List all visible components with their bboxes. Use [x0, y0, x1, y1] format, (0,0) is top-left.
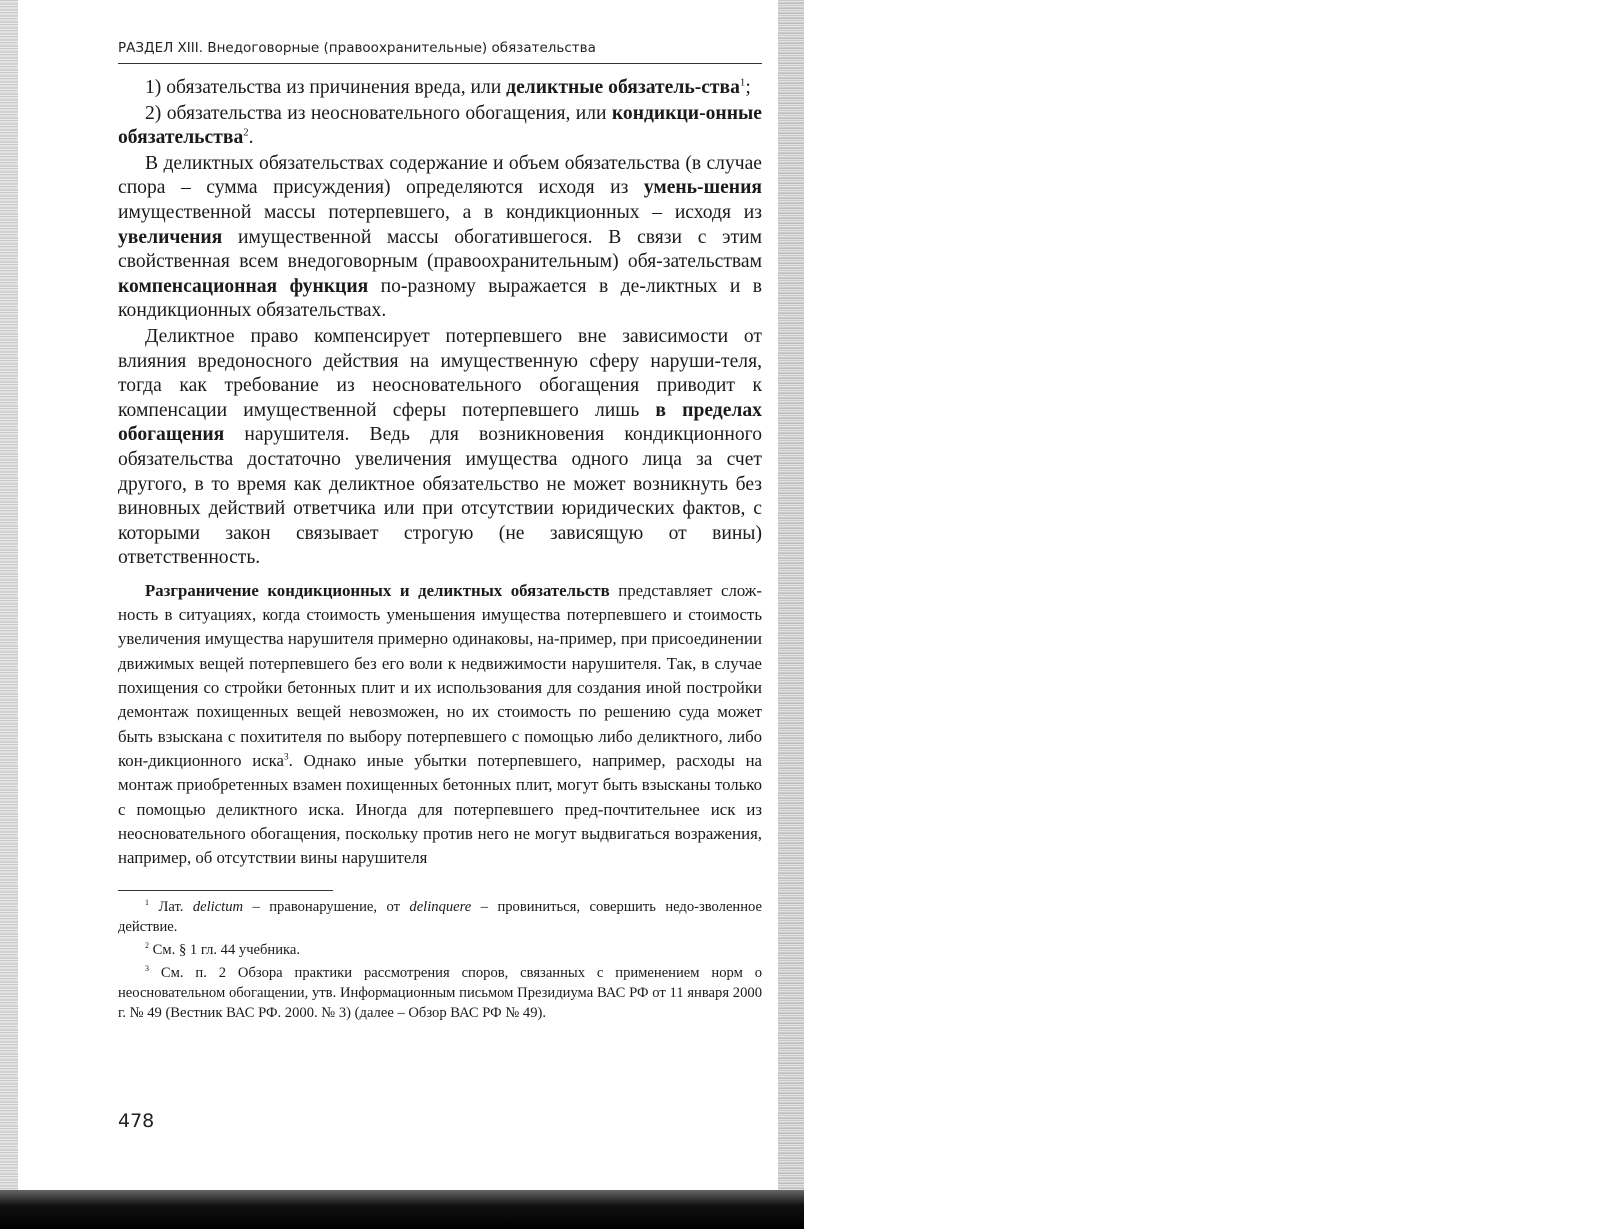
text-run: 2) обязательства из неосновательного обогащения, или — [145, 102, 612, 124]
text-run: имущественной массы потерпевшего, а в кондикционных – исходя из — [118, 201, 762, 223]
left-page-edge — [0, 0, 18, 1229]
footnote-ref: 2 — [243, 126, 249, 139]
bold-term: деликтные обязатель-ства — [506, 77, 740, 98]
footnote-ref: 1 — [739, 76, 746, 89]
bold-term: увеличения — [118, 226, 223, 248]
footnote-ref: 3 — [284, 751, 289, 762]
text-run: . — [248, 127, 254, 149]
footnote-2 — [118, 940, 762, 960]
footnote-number: 3 — [145, 964, 150, 974]
bold-term: Разграничение кондикционных и деликтных обязательств — [145, 580, 610, 600]
scan-bottom-shadow — [0, 1190, 804, 1229]
italic-term: delinquere — [409, 899, 472, 916]
bold-term: кондикци-онные обязательства — [118, 102, 762, 149]
text-run: – правонарушение, от — [243, 899, 410, 916]
footnote-number: 2 — [145, 941, 150, 951]
paragraph-distinction — [118, 579, 762, 871]
paragraph-condiction — [118, 102, 762, 151]
book-spine — [778, 0, 804, 1229]
text-run: В деликтных обязательствах содержание и объем обязательства (в случае спора – сумма присуждения) определяются исходя из — [118, 152, 762, 199]
text-run: . Однако иные убытки потерпевшего, например, расходы на монтаж приобретенных взамен похищенных бетонных плит, могут быть взысканы только с помощью деликтного иска. Иногда для потерпевшего пред-почтительнее иск из неосновательного обогащения, поскольку против него не могут выдвигаться возражения, например, об отсутствии вины нарушителя — [118, 750, 762, 868]
text-run: нарушителя. Ведь для возникновения кондикционного обязательства достаточно увеличения имущества одного лица за счет другого, в то время как деликтное обязательство не может возникнуть без виновных действий ответчика или при отсутствии юридических фактов, с которыми закон связывает строгую (не зависящую от вины) ответственность. — [118, 424, 762, 569]
paragraph-content-scope — [118, 152, 762, 324]
bold-term: в пределах обогащения — [118, 399, 762, 446]
text-run: См. § 1 гл. 44 учебника. — [152, 942, 301, 959]
text-run: ; — [745, 77, 751, 98]
text-run: Деликтное право компенсирует потерпевшего вне зависимости от влияния вредоносного действия на имущественную сферу наруши-теля, тогда как требование из неосновательного обогащения приводит к компенсации имущественной сферы потерпевшего лишь — [118, 325, 762, 421]
text-run: имущественной массы обогатившегося. В связи с этим свойственная всем внедоговорным (правоохранительным) обя-зательствам — [118, 226, 762, 273]
paragraph-delict — [118, 76, 762, 101]
paragraph-delict-law — [118, 325, 762, 571]
page-number: 478 — [118, 1110, 155, 1132]
footnote-divider — [118, 890, 333, 891]
text-run: См. п. 2 Обзора практики рассмотрения споров, связанных с применением норм о неосновательном обогащении, утв. Информационным письмом Президиума ВАС РФ от 11 января 2000 г. № 49 (Вестник ВАС РФ. 2000. № 3) (далее – Обзор ВАС РФ № 49). — [118, 965, 762, 1022]
italic-term: delictum — [192, 899, 244, 916]
running-header: РАЗДЕЛ XIII. Внедоговорные (правоохранительные) обязательства — [118, 40, 762, 64]
text-run: Лат. — [158, 899, 193, 916]
text-run: 1) обязательства из причинения вреда, или — [145, 77, 507, 98]
bold-term: компенсационная функция — [118, 275, 369, 297]
bold-term: умень-шения — [643, 177, 762, 199]
text-run: по-разному выражается в де-ликтных и в кондикционных обязательствах. — [118, 275, 762, 322]
book-page — [118, 40, 762, 1026]
footnote-3 — [118, 963, 762, 1023]
text-run: – провиниться, совершить недо-зволенное действие. — [118, 899, 762, 936]
footnote-1 — [118, 897, 762, 937]
text-run: представляет слож-ность в ситуациях, когда стоимость уменьшения имущества потерпевшего и стоимость увеличения имущества нарушителя примерно одинаковы, на-пример, при присоединении движимых вещей потерпевшего без его воли к недвижимости нарушителя. Так, в случае похищения со стройки бетонных плит и их использования для создания иной постройки демонтаж похищенных вещей невозможен, но их стоимость по решению суда может быть взыскана с похитителя по выбору потерпевшего с помощью либо деликтного, либо кон-дикционного иска — [118, 580, 762, 770]
footnote-number: 1 — [145, 898, 150, 908]
